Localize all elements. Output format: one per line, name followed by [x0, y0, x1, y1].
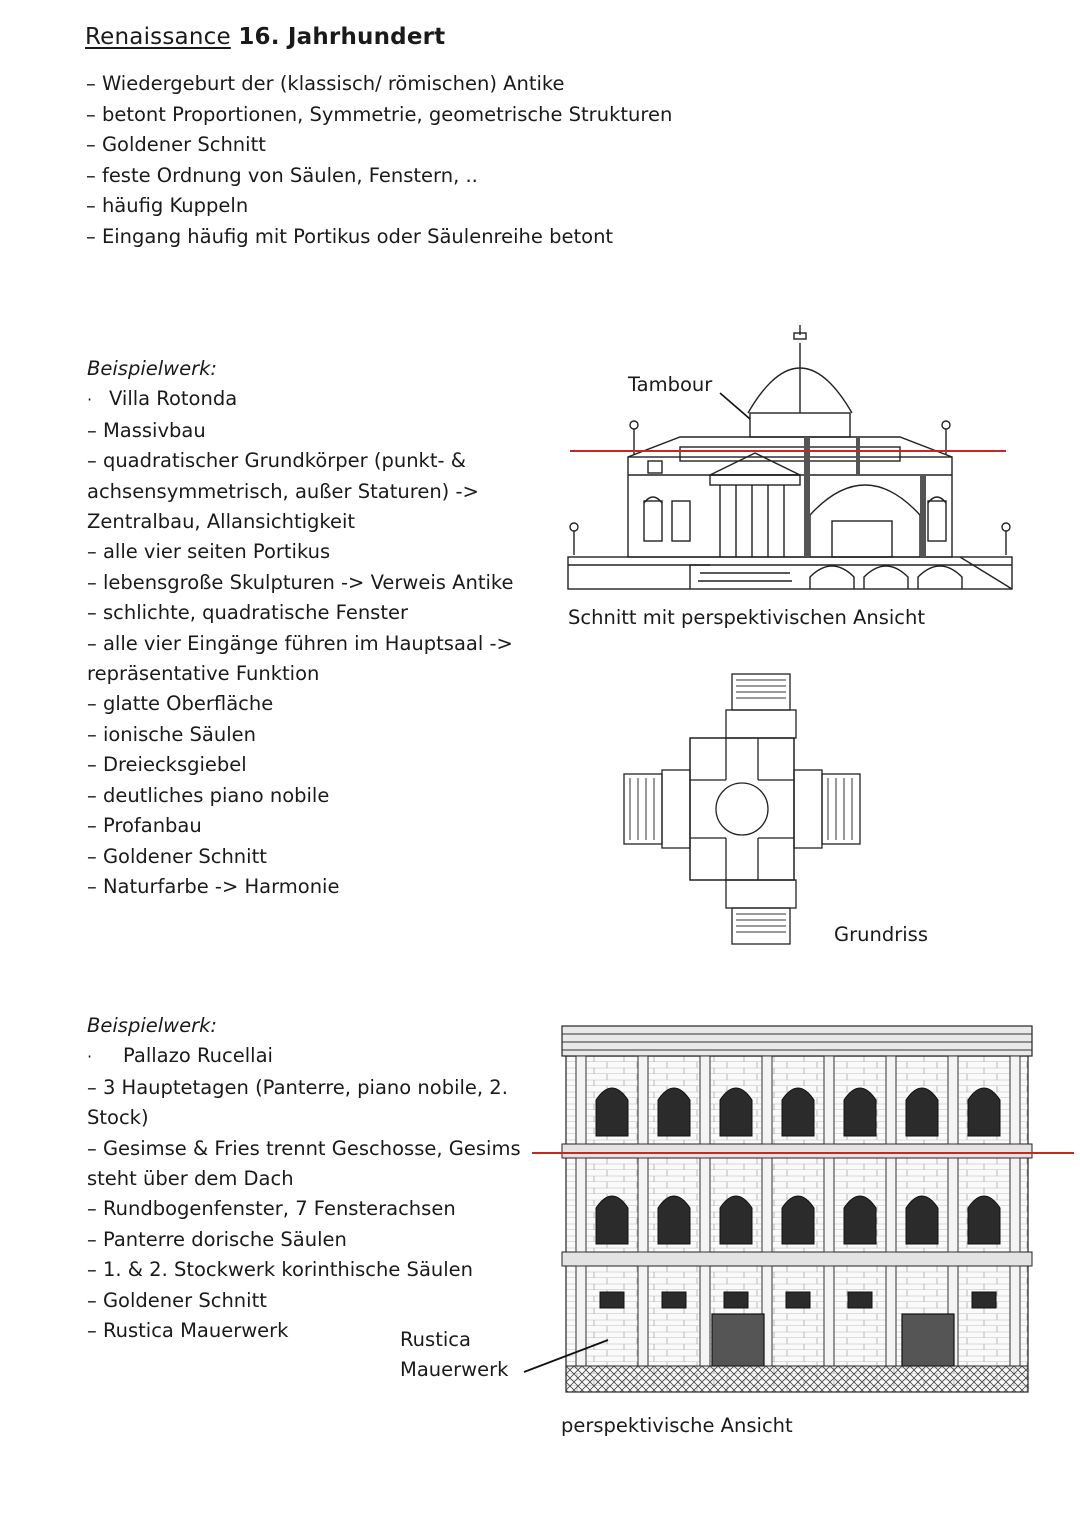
- label-tambour: Tambour: [628, 373, 713, 396]
- note-line: – Dreiecksgiebel: [87, 753, 247, 777]
- bullet-dot: ·: [87, 1047, 93, 1067]
- proportion-line-villa: [570, 450, 1006, 452]
- intro-point: – häufig Kuppeln: [86, 194, 249, 218]
- note-line: – Massivbau: [87, 418, 206, 442]
- intro-point: – Wiedergeburt der (klassisch/ römischen) Antike: [86, 72, 565, 95]
- note-line: – glatte Oberfläche: [87, 692, 274, 716]
- note-line: – Naturfarbe -> Harmonie: [87, 874, 340, 898]
- note-line: – alle vier Eingänge führen im Hauptsaal -> repräsentative Funktion: [87, 631, 513, 686]
- caption-section: Schnitt mit perspektivischen Ansicht: [568, 606, 926, 629]
- villa-section-drawing: [560, 325, 1020, 595]
- label-rustica-1: Rustica: [400, 1328, 471, 1351]
- palazzo-facade-drawing: [562, 1026, 1032, 1398]
- note-line: – Rundbogenfenster, 7 Fensterachsen: [87, 1197, 456, 1221]
- example-heading: Beispielwerk:: [87, 1014, 217, 1037]
- label-rustica-2: Mauerwerk: [400, 1358, 509, 1381]
- note-line: – Gesimse & Fries trennt Geschosse, Gesims steht über dem Dach: [87, 1136, 521, 1191]
- caption-facade: perspektivische Ansicht: [561, 1414, 793, 1437]
- title-century: 16. Jahrhundert: [238, 24, 446, 50]
- note-line: – lebensgroße Skulpturen -> Verweis Antike: [87, 570, 514, 594]
- palazzo-rucellai-notes: [87, 1011, 547, 1346]
- intro-point: – Eingang häufig mit Portikus oder Säulenreihe betont: [86, 224, 614, 248]
- page-title: [85, 24, 445, 50]
- example-name-text: Pallazo Rucellai: [123, 1044, 273, 1068]
- caption-plan: Grundriss: [834, 923, 928, 946]
- note-line: – schlichte, quadratische Fenster: [87, 601, 408, 625]
- note-line: – alle vier seiten Portikus: [87, 540, 331, 564]
- example-name: [87, 1041, 547, 1072]
- note-line: – Goldener Schnitt: [87, 844, 267, 868]
- note-line: – Goldener Schnitt: [87, 1288, 267, 1312]
- example-heading: Beispielwerk:: [87, 357, 217, 380]
- bullet-dot: ·: [87, 390, 93, 410]
- intro-point: – feste Ordnung von Säulen, Fenstern, ..: [86, 163, 478, 187]
- intro-point: – Goldener Schnitt: [86, 133, 266, 157]
- note-line: – Panterre dorische Säulen: [87, 1227, 347, 1251]
- note-line: – 3 Hauptetagen (Panterre, piano nobile, 2. Stock): [87, 1075, 508, 1130]
- note-line: – ionische Säulen: [87, 722, 256, 746]
- intro-point: – betont Proportionen, Symmetrie, geometrische Strukturen: [86, 102, 673, 126]
- villa-floor-plan: [622, 670, 862, 948]
- rustica-pointer: [522, 1336, 612, 1376]
- example-name: [87, 384, 547, 415]
- title-renaissance: Renaissance: [85, 24, 231, 50]
- note-line: – Profanbau: [87, 814, 202, 838]
- intro-list: [86, 69, 672, 253]
- villa-rotonda-notes: [87, 354, 547, 902]
- note-line: – Rustica Mauerwerk: [87, 1319, 289, 1343]
- note-line: – 1. & 2. Stockwerk korinthische Säulen: [87, 1258, 474, 1282]
- note-line: – quadratischer Grundkörper (punkt- & achsensymmetrisch, außer Staturen) -> Zentralbau, Allansichtigkeit: [87, 449, 479, 534]
- example-name-text: Villa Rotonda: [109, 387, 238, 411]
- proportion-line-palazzo: [532, 1152, 1074, 1154]
- note-line: – deutliches piano nobile: [87, 783, 330, 807]
